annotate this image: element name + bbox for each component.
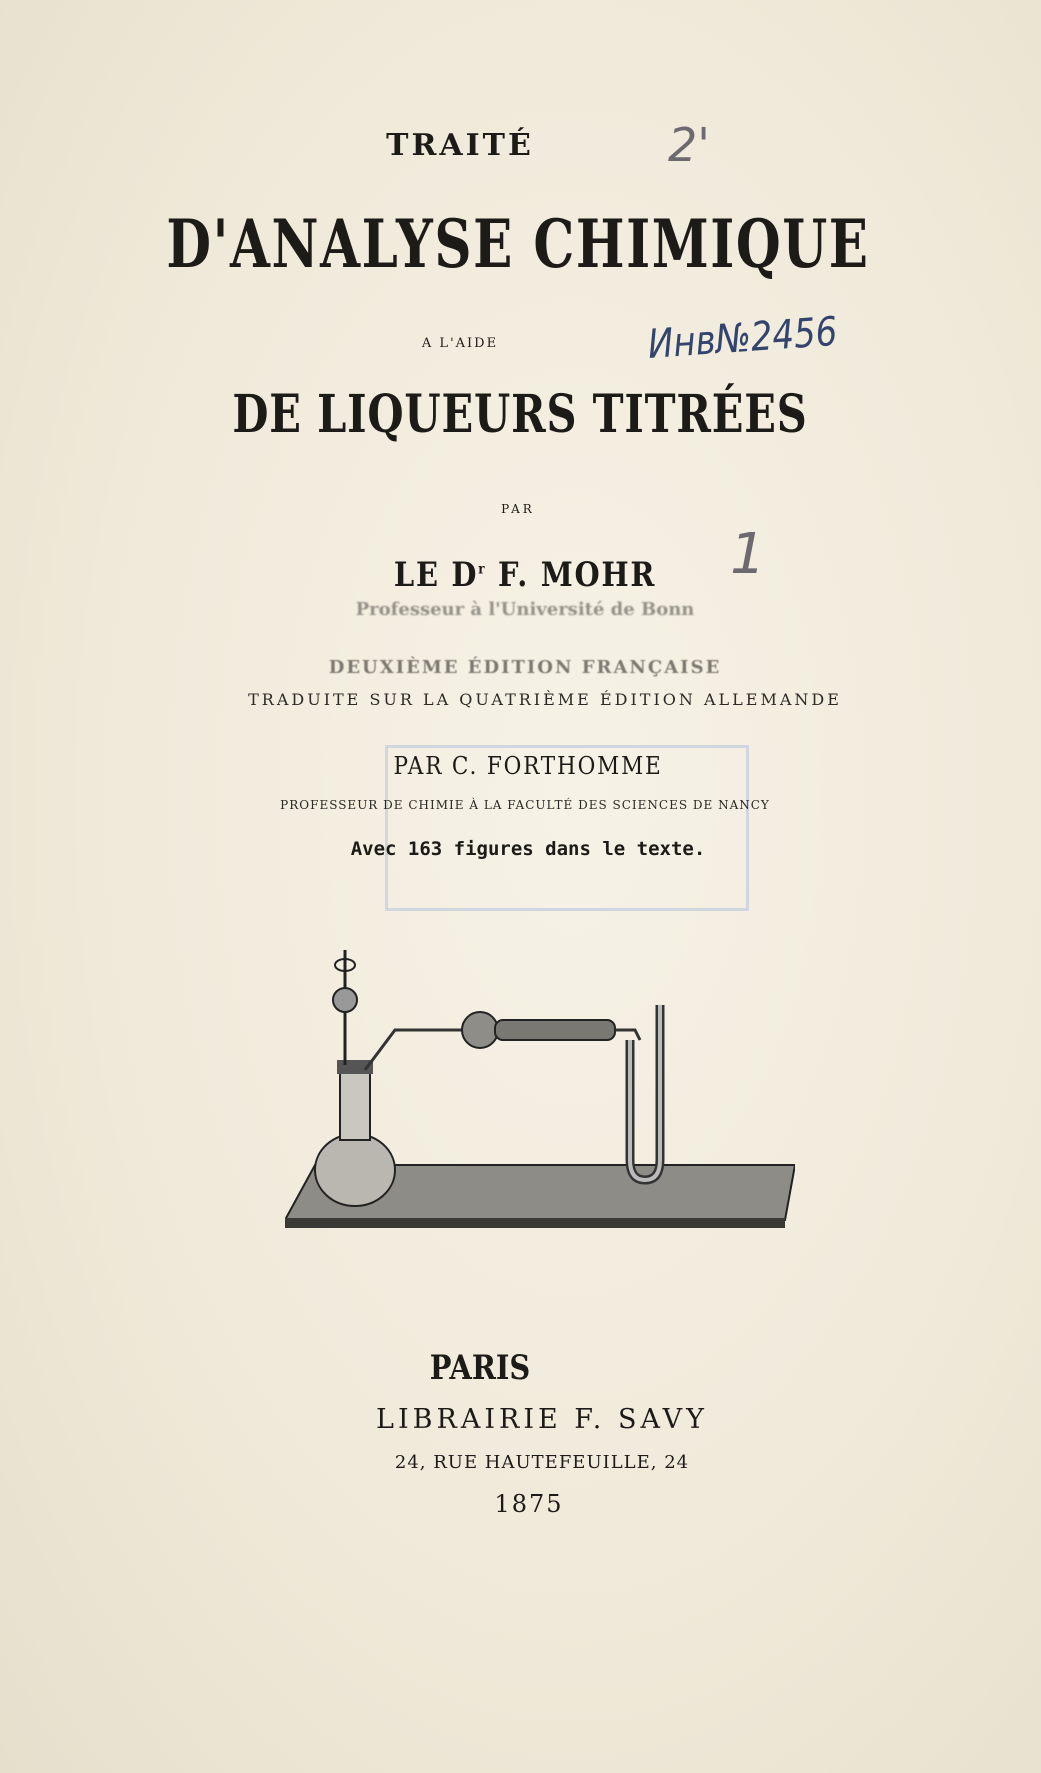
drying-bulb [462,1012,498,1048]
publication-city: PARIS [429,1348,531,1388]
translation-note: TRADUITE SUR LA QUATRIÈME ÉDITION ALLEMANDE [248,690,842,709]
author-position: Professeur à l'Université de Bonn [355,599,695,620]
publisher: LIBRAIRIE F. SAVY [376,1404,708,1435]
publication-year: 1875 [494,1490,564,1518]
figures-note: Avec 163 figures dans le texte. [350,838,706,860]
delivery-tube [365,1030,465,1070]
title-line-3: DE LIQUEURS TITRÉES [232,384,808,445]
handwritten-mark-author: 1 [730,522,766,587]
author [394,555,656,595]
apparatus-illustration [285,930,795,1250]
edition: DEUXIÈME ÉDITION FRANÇAISE [328,657,722,678]
flask-neck [340,1070,370,1140]
author-name: F. MOHR [486,555,657,595]
author-sup: r [478,561,487,578]
funnel-bulb [333,988,357,1012]
connector-tube [615,1030,640,1040]
handwritten-inventory-number: Инв№2456 [646,308,839,368]
publisher-address: 24, RUE HAUTEFEUILLE, 24 [394,1452,690,1473]
translator: PAR C. FORTHOMME [393,752,663,780]
flask-body [315,1134,395,1206]
translator-position: PROFESSEUR DE CHIMIE À LA FACULTÉ DES SCIENCES DE NANCY [280,798,770,812]
handwritten-mark-top: 2' [668,118,710,172]
author-prefix: LE D [393,555,479,595]
title-line-1: TRAITÉ [386,128,534,163]
title-line-2: D'ANALYSE CHIMIQUE [166,205,870,283]
by-label: PAR [501,502,535,516]
board-edge [285,1218,785,1228]
title-connector: A L'AIDE [421,336,499,351]
drying-tube [495,1020,615,1040]
